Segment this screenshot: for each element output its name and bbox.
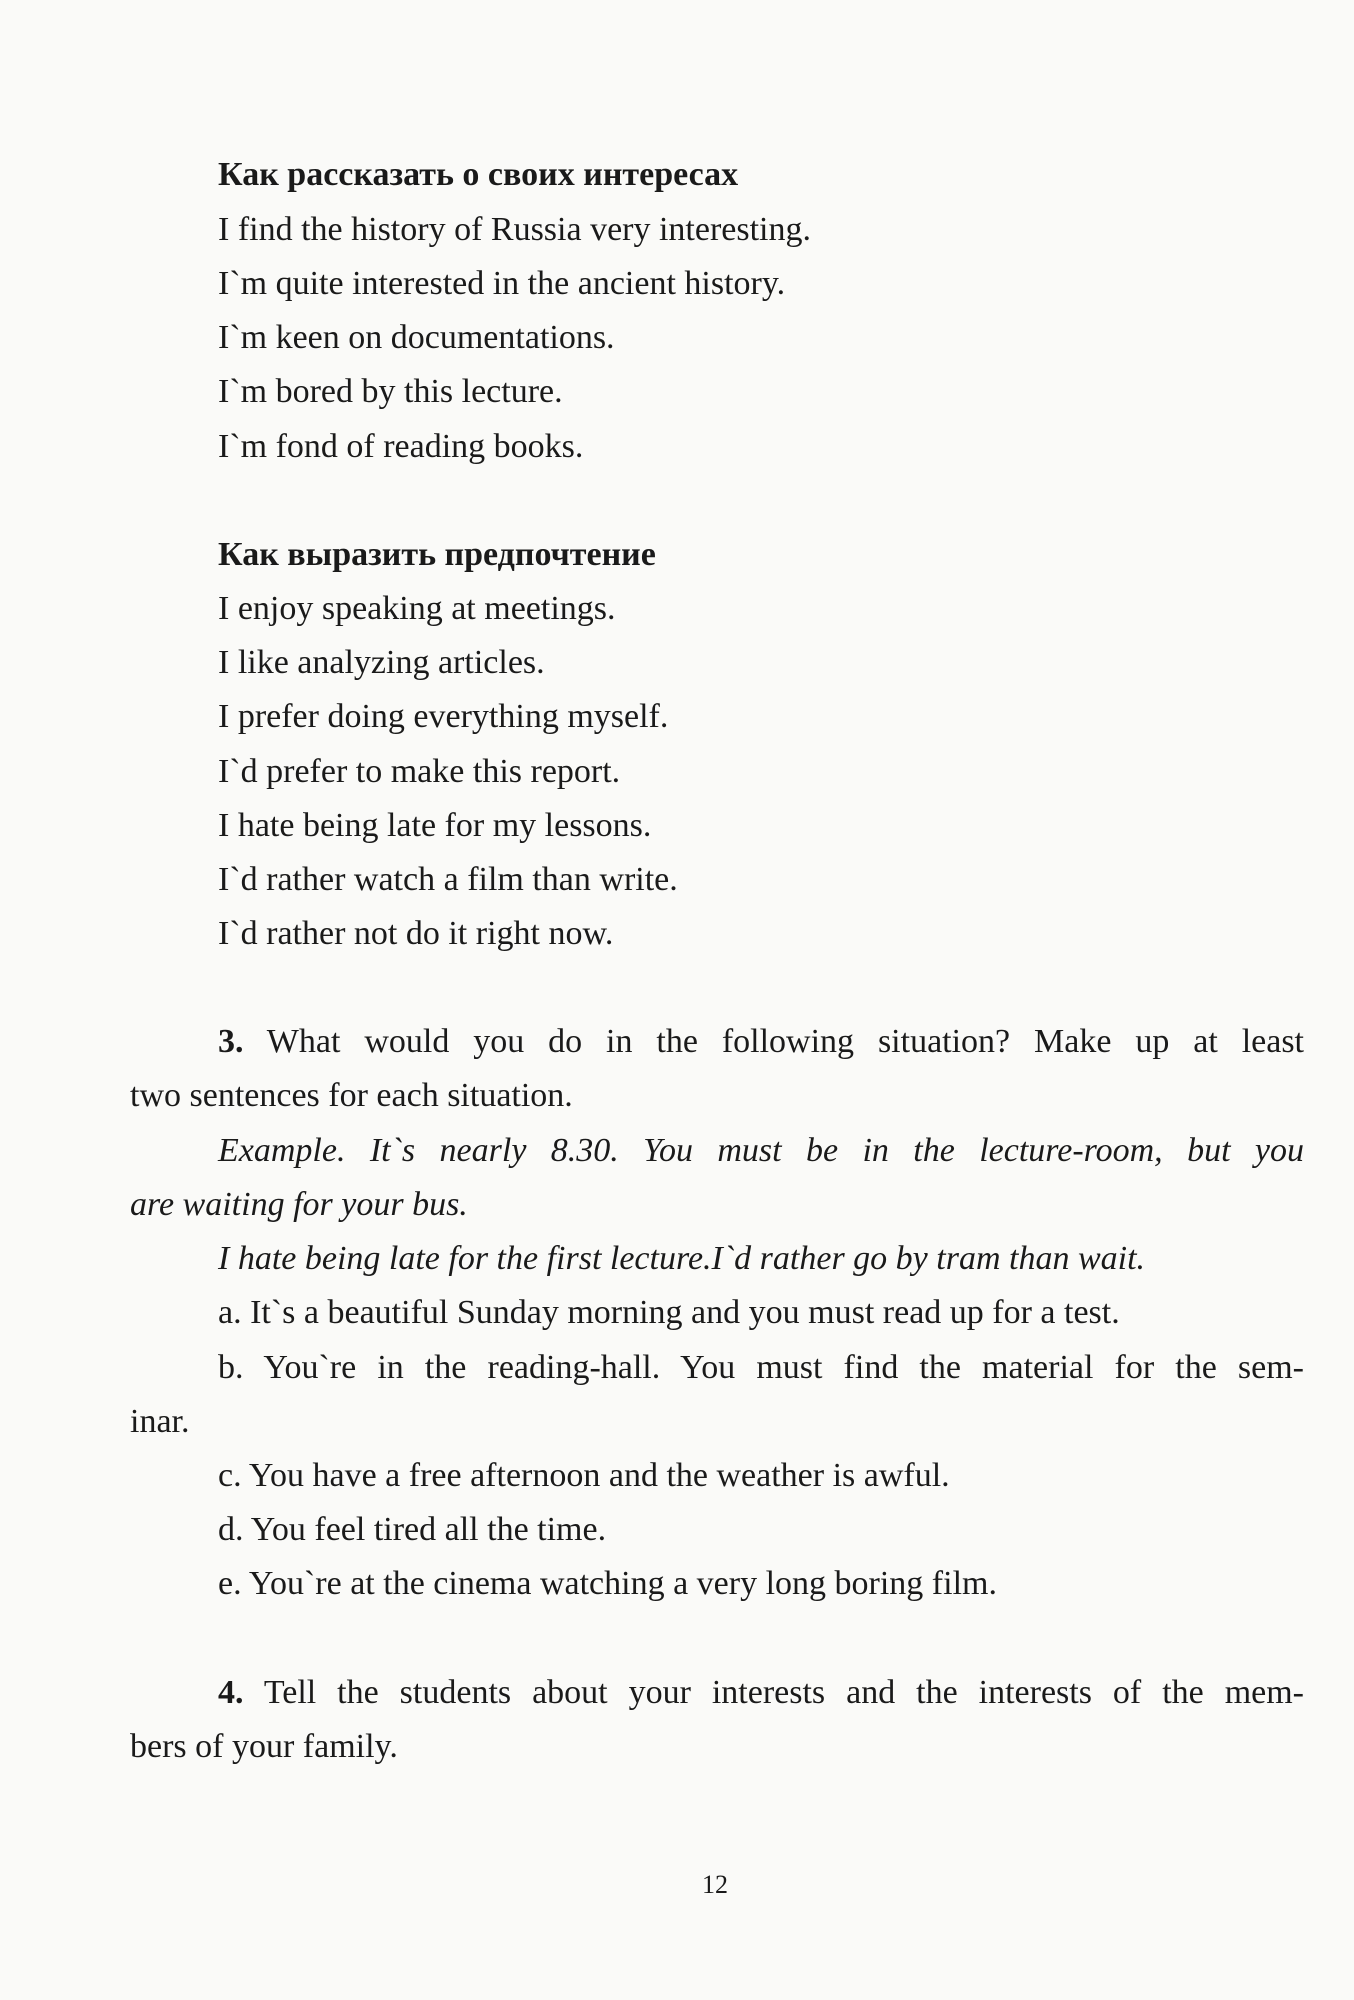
phrase-line: I`d rather not do it right now. (218, 915, 614, 952)
phrase-line: I like analyzing articles. (218, 644, 545, 681)
phrase-line: I hate being late for my lessons. (218, 807, 652, 844)
exercise-4-text-body: Tell the students about your interests and the interests of the mem- (263, 1674, 1304, 1711)
exercise-4-number: 4. (218, 1674, 244, 1711)
phrase-line: I`d prefer to make this report. (218, 753, 621, 790)
exercise-3-item-c: c. You have a free afternoon and the weather is awful. (218, 1457, 950, 1494)
exercise-4-text-cont: bers of your family. (130, 1728, 398, 1765)
phrase-line: I find the history of Russia very interesting. (218, 211, 812, 248)
exercise-4-text (218, 1673, 1304, 1713)
exercise-3-instruction-text: What would you do in the following situation? Make up at least (266, 1023, 1305, 1060)
exercise-3-item-a: a. It`s a beautiful Sunday morning and you must read up for a test. (218, 1294, 1120, 1331)
exercise-3-item-e: e. You`re at the cinema watching a very long boring film. (218, 1565, 997, 1602)
phrase-line: I`m quite interested in the ancient history. (218, 265, 786, 302)
phrase-line: I enjoy speaking at meetings. (218, 590, 616, 627)
phrase-line: I`m keen on documentations. (218, 319, 615, 356)
exercise-3-example-answer: I hate being late for the first lecture.I`d rather go by tram than wait. (218, 1240, 1146, 1277)
exercise-3-number: 3. (218, 1023, 244, 1060)
exercise-3-instruction (218, 1022, 1304, 1062)
exercise-3-example-cont: are waiting for your bus. (130, 1186, 468, 1223)
exercise-3-item-d: d. You feel tired all the time. (218, 1511, 607, 1548)
page-number: 12 (702, 1870, 728, 1899)
phrase-line: I prefer doing everything myself. (218, 698, 669, 735)
phrase-line: I`d rather watch a film than write. (218, 861, 678, 898)
phrase-line: I`m fond of reading books. (218, 428, 584, 465)
phrase-line: I`m bored by this lecture. (218, 373, 563, 410)
exercise-3-item-b: b. You`re in the reading-hall. You must find the material for the sem- (218, 1349, 1304, 1386)
exercise-3-item-b-cont: inar. (130, 1403, 190, 1440)
exercise-3-example: Example. It`s nearly 8.30. You must be in the lecture-room, but you (218, 1132, 1304, 1169)
section-heading-preference: Как выразить предпочтение (218, 536, 656, 573)
exercise-3-instruction-cont: two sentences for each situation. (130, 1077, 573, 1114)
section-heading-interests: Как рассказать о своих интересах (218, 156, 739, 193)
